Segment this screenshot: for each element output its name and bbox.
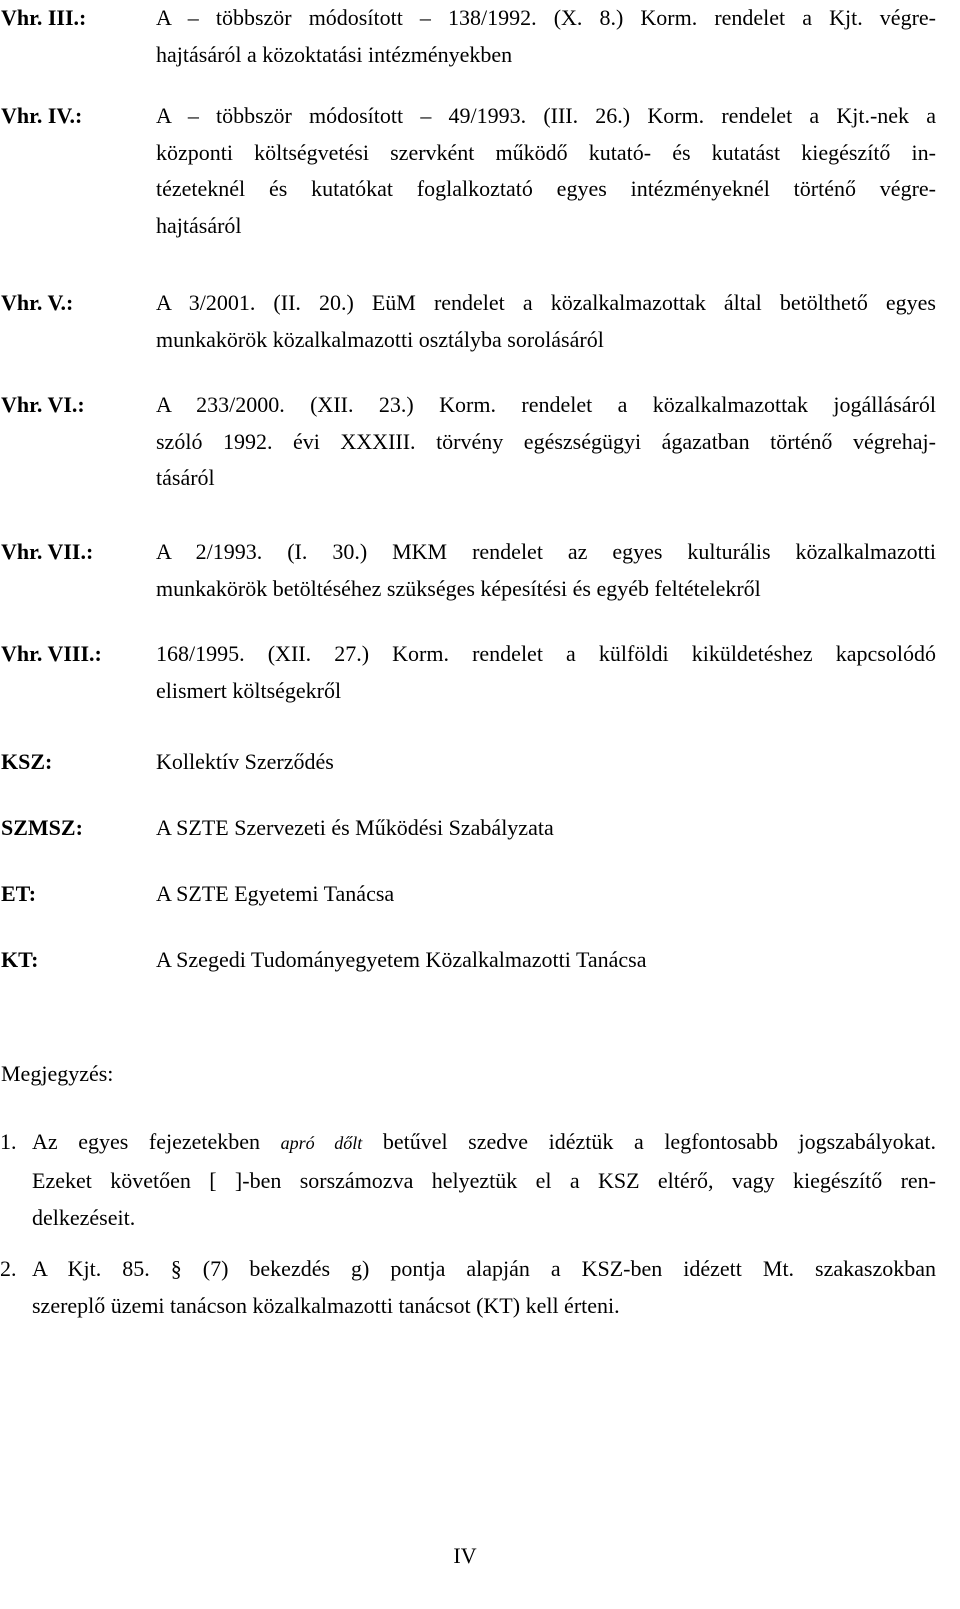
note-line: delkezéseit. bbox=[32, 1205, 136, 1230]
description-line: szóló 1992. évi XXXIII. törvény egészségügyi ágazatban történő végrehaj- bbox=[156, 428, 936, 454]
description-line: hajtásáról bbox=[156, 212, 242, 238]
abbreviation-term: KT: bbox=[1, 947, 39, 972]
notes-heading: Megjegyzés: bbox=[1, 1061, 114, 1086]
note-line bbox=[0, 1123, 936, 1162]
description-line: elismert költségekről bbox=[156, 677, 342, 703]
note-text: Az egyes fejezetekben bbox=[32, 1129, 261, 1154]
description-line: munkakörök közalkalmazotti osztályba sorolásáról bbox=[156, 326, 604, 352]
note-line: szereplő üzemi tanácson közalkalmazotti tanácsot (KT) kell érteni. bbox=[32, 1293, 620, 1318]
note-text: A Kjt. 85. § (7) bekezdés g) pontja alapján a KSZ-ben idézett Mt. szakaszokban bbox=[32, 1256, 936, 1281]
description-line: A 3/2001. (II. 20.) EüM rendelet a közalkalmazottak által betölthető egyes bbox=[156, 290, 936, 315]
abbreviation-description bbox=[156, 285, 936, 358]
abbreviation-description bbox=[156, 387, 936, 497]
description-line: A Szegedi Tudományegyetem Közalkalmazotti Tanácsa bbox=[156, 947, 647, 972]
abbreviation-description bbox=[156, 810, 936, 847]
note-number: 2. bbox=[0, 1256, 17, 1281]
description-line: Kollektív Szerződés bbox=[156, 749, 334, 774]
description-line: tézeteknél és kutatókat foglalkoztató egyes intézményeknél történő végre- bbox=[156, 176, 936, 201]
note-item bbox=[0, 1123, 936, 1236]
description-line: A – többször módosított – 138/1992. (X. 8.) Korm. rendelet a Kjt. végre- bbox=[156, 5, 936, 30]
abbreviation-term: KSZ: bbox=[1, 749, 53, 774]
abbreviation-description bbox=[156, 534, 936, 607]
note-item bbox=[0, 1250, 936, 1324]
abbreviation-description bbox=[156, 0, 936, 73]
note-line bbox=[0, 1250, 936, 1287]
abbreviation-term: Vhr. III.: bbox=[1, 5, 87, 30]
abbreviation-term: Vhr. VIII.: bbox=[1, 641, 102, 666]
description-line: A 233/2000. (XII. 23.) Korm. rendelet a közalkalmazottak jogállásáról bbox=[156, 392, 936, 417]
abbreviation-term: Vhr. VII.: bbox=[1, 539, 94, 564]
page-number: IV bbox=[453, 1543, 477, 1568]
description-line: A SZTE Szervezeti és Működési Szabályzata bbox=[156, 815, 554, 840]
abbreviation-term: Vhr. IV.: bbox=[1, 103, 83, 128]
abbreviation-term: ET: bbox=[1, 881, 37, 906]
description-line: tásáról bbox=[156, 465, 215, 490]
abbreviation-description bbox=[156, 636, 936, 709]
italic-text: apró dőlt bbox=[280, 1133, 363, 1153]
description-line: 168/1995. (XII. 27.) Korm. rendelet a külföldi kiküldetéshez kapcsolódó bbox=[156, 641, 936, 666]
description-line: A – többször módosított – 49/1993. (III. 26.) Korm. rendelet a Kjt.-nek a bbox=[156, 103, 936, 128]
description-line: A SZTE Egyetemi Tanácsa bbox=[156, 881, 395, 906]
abbreviation-term: Vhr. VI.: bbox=[1, 392, 85, 417]
description-line: központi költségvetési szervként működő kutató- és kutatást kiegészítő in- bbox=[156, 139, 936, 165]
description-line: A 2/1993. (I. 30.) MKM rendelet az egyes kulturális közalkalmazotti bbox=[156, 539, 936, 564]
note-line: Ezeket követően [ ]-ben sorszámozva helyeztük el a KSZ eltérő, vagy kiegészítő ren- bbox=[32, 1168, 936, 1193]
abbreviation-description bbox=[156, 876, 936, 913]
abbreviation-term: SZMSZ: bbox=[1, 815, 83, 840]
abbreviation-description bbox=[156, 942, 936, 979]
note-text: betűvel szedve idéztük a legfontosabb jogszabályokat. bbox=[382, 1129, 936, 1154]
abbreviation-description bbox=[156, 98, 936, 244]
note-number: 1. bbox=[0, 1129, 17, 1154]
abbreviation-term: Vhr. V.: bbox=[1, 290, 74, 315]
abbreviation-description bbox=[156, 744, 936, 781]
description-line: hajtásáról a közoktatási intézményekben bbox=[156, 41, 513, 67]
description-line: munkakörök betöltéséhez szükséges képesítési és egyéb feltételekről bbox=[156, 575, 761, 601]
